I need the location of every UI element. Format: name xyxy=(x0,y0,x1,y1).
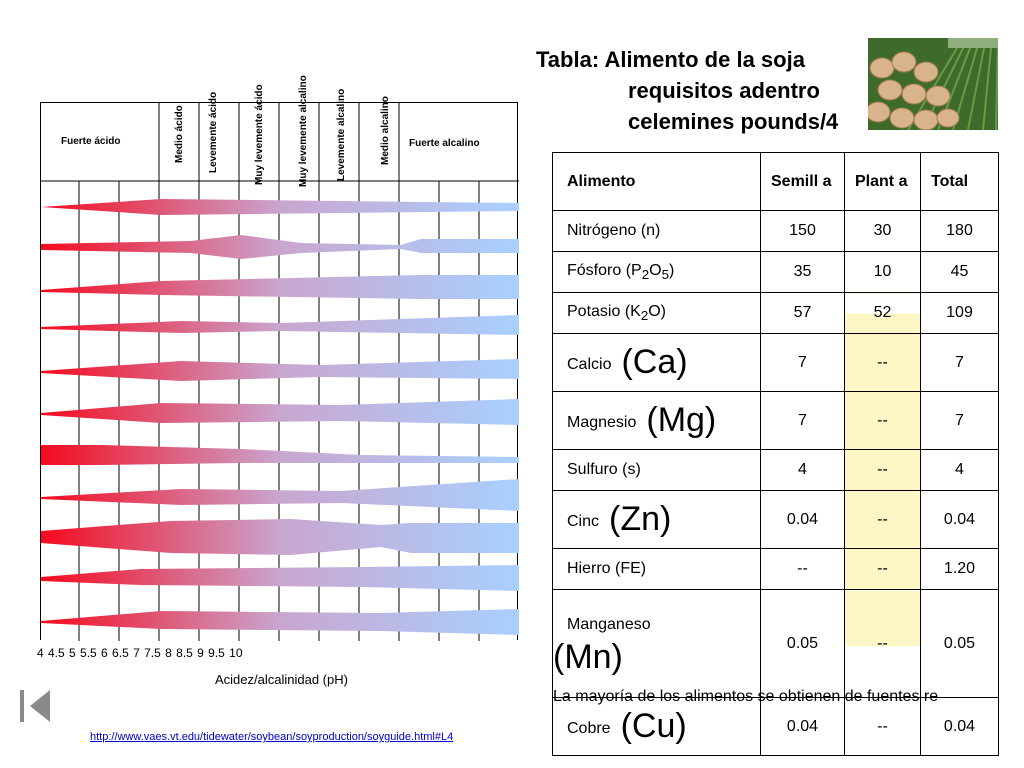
row-total-value: 109 xyxy=(921,293,999,334)
row-nutrient-name: Cinc (Zn) xyxy=(553,491,761,549)
ph-availability-chart xyxy=(40,75,518,640)
row-plant-value: 52 xyxy=(845,293,921,334)
row-total-value: 180 xyxy=(921,211,999,252)
row-seed-value: 35 xyxy=(761,252,845,293)
row-total-value: 0.05 xyxy=(921,590,999,698)
table-header-row xyxy=(553,153,999,211)
row-total-value: 45 xyxy=(921,252,999,293)
row-plant-value: -- xyxy=(845,549,921,590)
row-plant-value: -- xyxy=(845,392,921,450)
table-row xyxy=(553,450,999,491)
row-total-value: 7 xyxy=(921,392,999,450)
row-plant-value: -- xyxy=(845,590,921,698)
table-row xyxy=(553,590,999,698)
table-row xyxy=(553,392,999,450)
row-nutrient-name: Fósforo $(P_2O_5)$ xyxy=(553,252,761,293)
source-note: La mayoría de los alimentos se obtienen de fuentes re xyxy=(553,688,939,705)
row-total-value: 0.04 xyxy=(921,491,999,549)
source-link[interactable]: http://www.vaes.vt.edu/tidewater/soybean/soyproduction/soyguide.html#L4 xyxy=(90,731,454,743)
table-row xyxy=(553,698,999,756)
row-seed-value: 0.04 xyxy=(761,491,845,549)
col-header-nutrient: Alimento xyxy=(553,153,761,211)
row-seed-value: 4 xyxy=(761,450,845,491)
row-seed-value: 57 xyxy=(761,293,845,334)
header-levemente-acido: Levemente ácido xyxy=(208,91,219,173)
title-line-2: requisitos adentro xyxy=(628,78,820,103)
skip-to-start-icon[interactable] xyxy=(18,688,52,729)
row-seed-value: 0.05 xyxy=(761,590,845,698)
row-plant-value: 30 xyxy=(845,211,921,252)
ph-axis-ticks: 4 4.5 5 5.5 6 6.5 7 7.5 8 8.5 9 9.5 10 xyxy=(37,646,243,660)
col-header-seed: Semill a xyxy=(761,153,845,211)
table-row xyxy=(553,334,999,392)
row-nutrient-name: Cobre (Cu) xyxy=(553,698,761,756)
header-fuerte-alcalino: Fuerte alcalino xyxy=(409,138,480,149)
title-line-1: Tabla: Alimento de la soja xyxy=(536,47,805,72)
row-seed-value: 150 xyxy=(761,211,845,252)
row-seed-value: 7 xyxy=(761,334,845,392)
row-nutrient-name: Sulfuro (s) xyxy=(553,450,761,491)
row-seed-value: -- xyxy=(761,549,845,590)
row-nutrient-name: Manganeso (Mn) xyxy=(553,590,761,698)
table-row xyxy=(553,211,999,252)
row-nutrient-name: Nitrógeno (n) xyxy=(553,211,761,252)
row-total-value: 4 xyxy=(921,450,999,491)
soybeans-field-photo xyxy=(868,38,998,130)
header-medio-alcalino: Medio alcalino xyxy=(380,96,391,165)
nutrient-table xyxy=(552,152,999,756)
row-nutrient-name: Calcio (Ca) xyxy=(553,334,761,392)
ph-axis-label: Acidez/alcalinidad (pH) xyxy=(215,672,348,687)
row-nutrient-name: Hierro (FE) xyxy=(553,549,761,590)
header-muy-levemente-alcalino: Muy levemente alcalino xyxy=(298,75,309,187)
row-total-value: 7 xyxy=(921,334,999,392)
col-header-plant: Plant a xyxy=(845,153,921,211)
row-plant-value: -- xyxy=(845,491,921,549)
col-header-total: Total xyxy=(921,153,999,211)
table-row xyxy=(553,549,999,590)
header-levemente-alcalino: Levemente alcalino xyxy=(336,88,347,181)
row-seed-value: 0.04 xyxy=(761,698,845,756)
row-total-value: 0.04 xyxy=(921,698,999,756)
ph-chart-graphic xyxy=(41,103,519,641)
row-nutrient-name: Magnesio (Mg) xyxy=(553,392,761,450)
row-seed-value: 7 xyxy=(761,392,845,450)
title-line-3: celemines pounds/4 xyxy=(628,109,839,134)
table-row xyxy=(553,252,999,293)
row-plant-value: -- xyxy=(845,334,921,392)
header-medio-acido: Medio ácido xyxy=(174,105,185,163)
header-fuerte-acido: Fuerte ácido xyxy=(61,136,121,147)
row-nutrient-name: Potasio $(K_2O)$ xyxy=(553,293,761,334)
row-plant-value: 10 xyxy=(845,252,921,293)
row-total-value: 1.20 xyxy=(921,549,999,590)
row-plant-value: -- xyxy=(845,698,921,756)
page-title xyxy=(536,44,838,137)
table-row xyxy=(553,293,999,334)
header-muy-levemente-acido: Muy levemente ácido xyxy=(254,84,265,185)
row-plant-value: -- xyxy=(845,450,921,491)
table-row xyxy=(553,491,999,549)
